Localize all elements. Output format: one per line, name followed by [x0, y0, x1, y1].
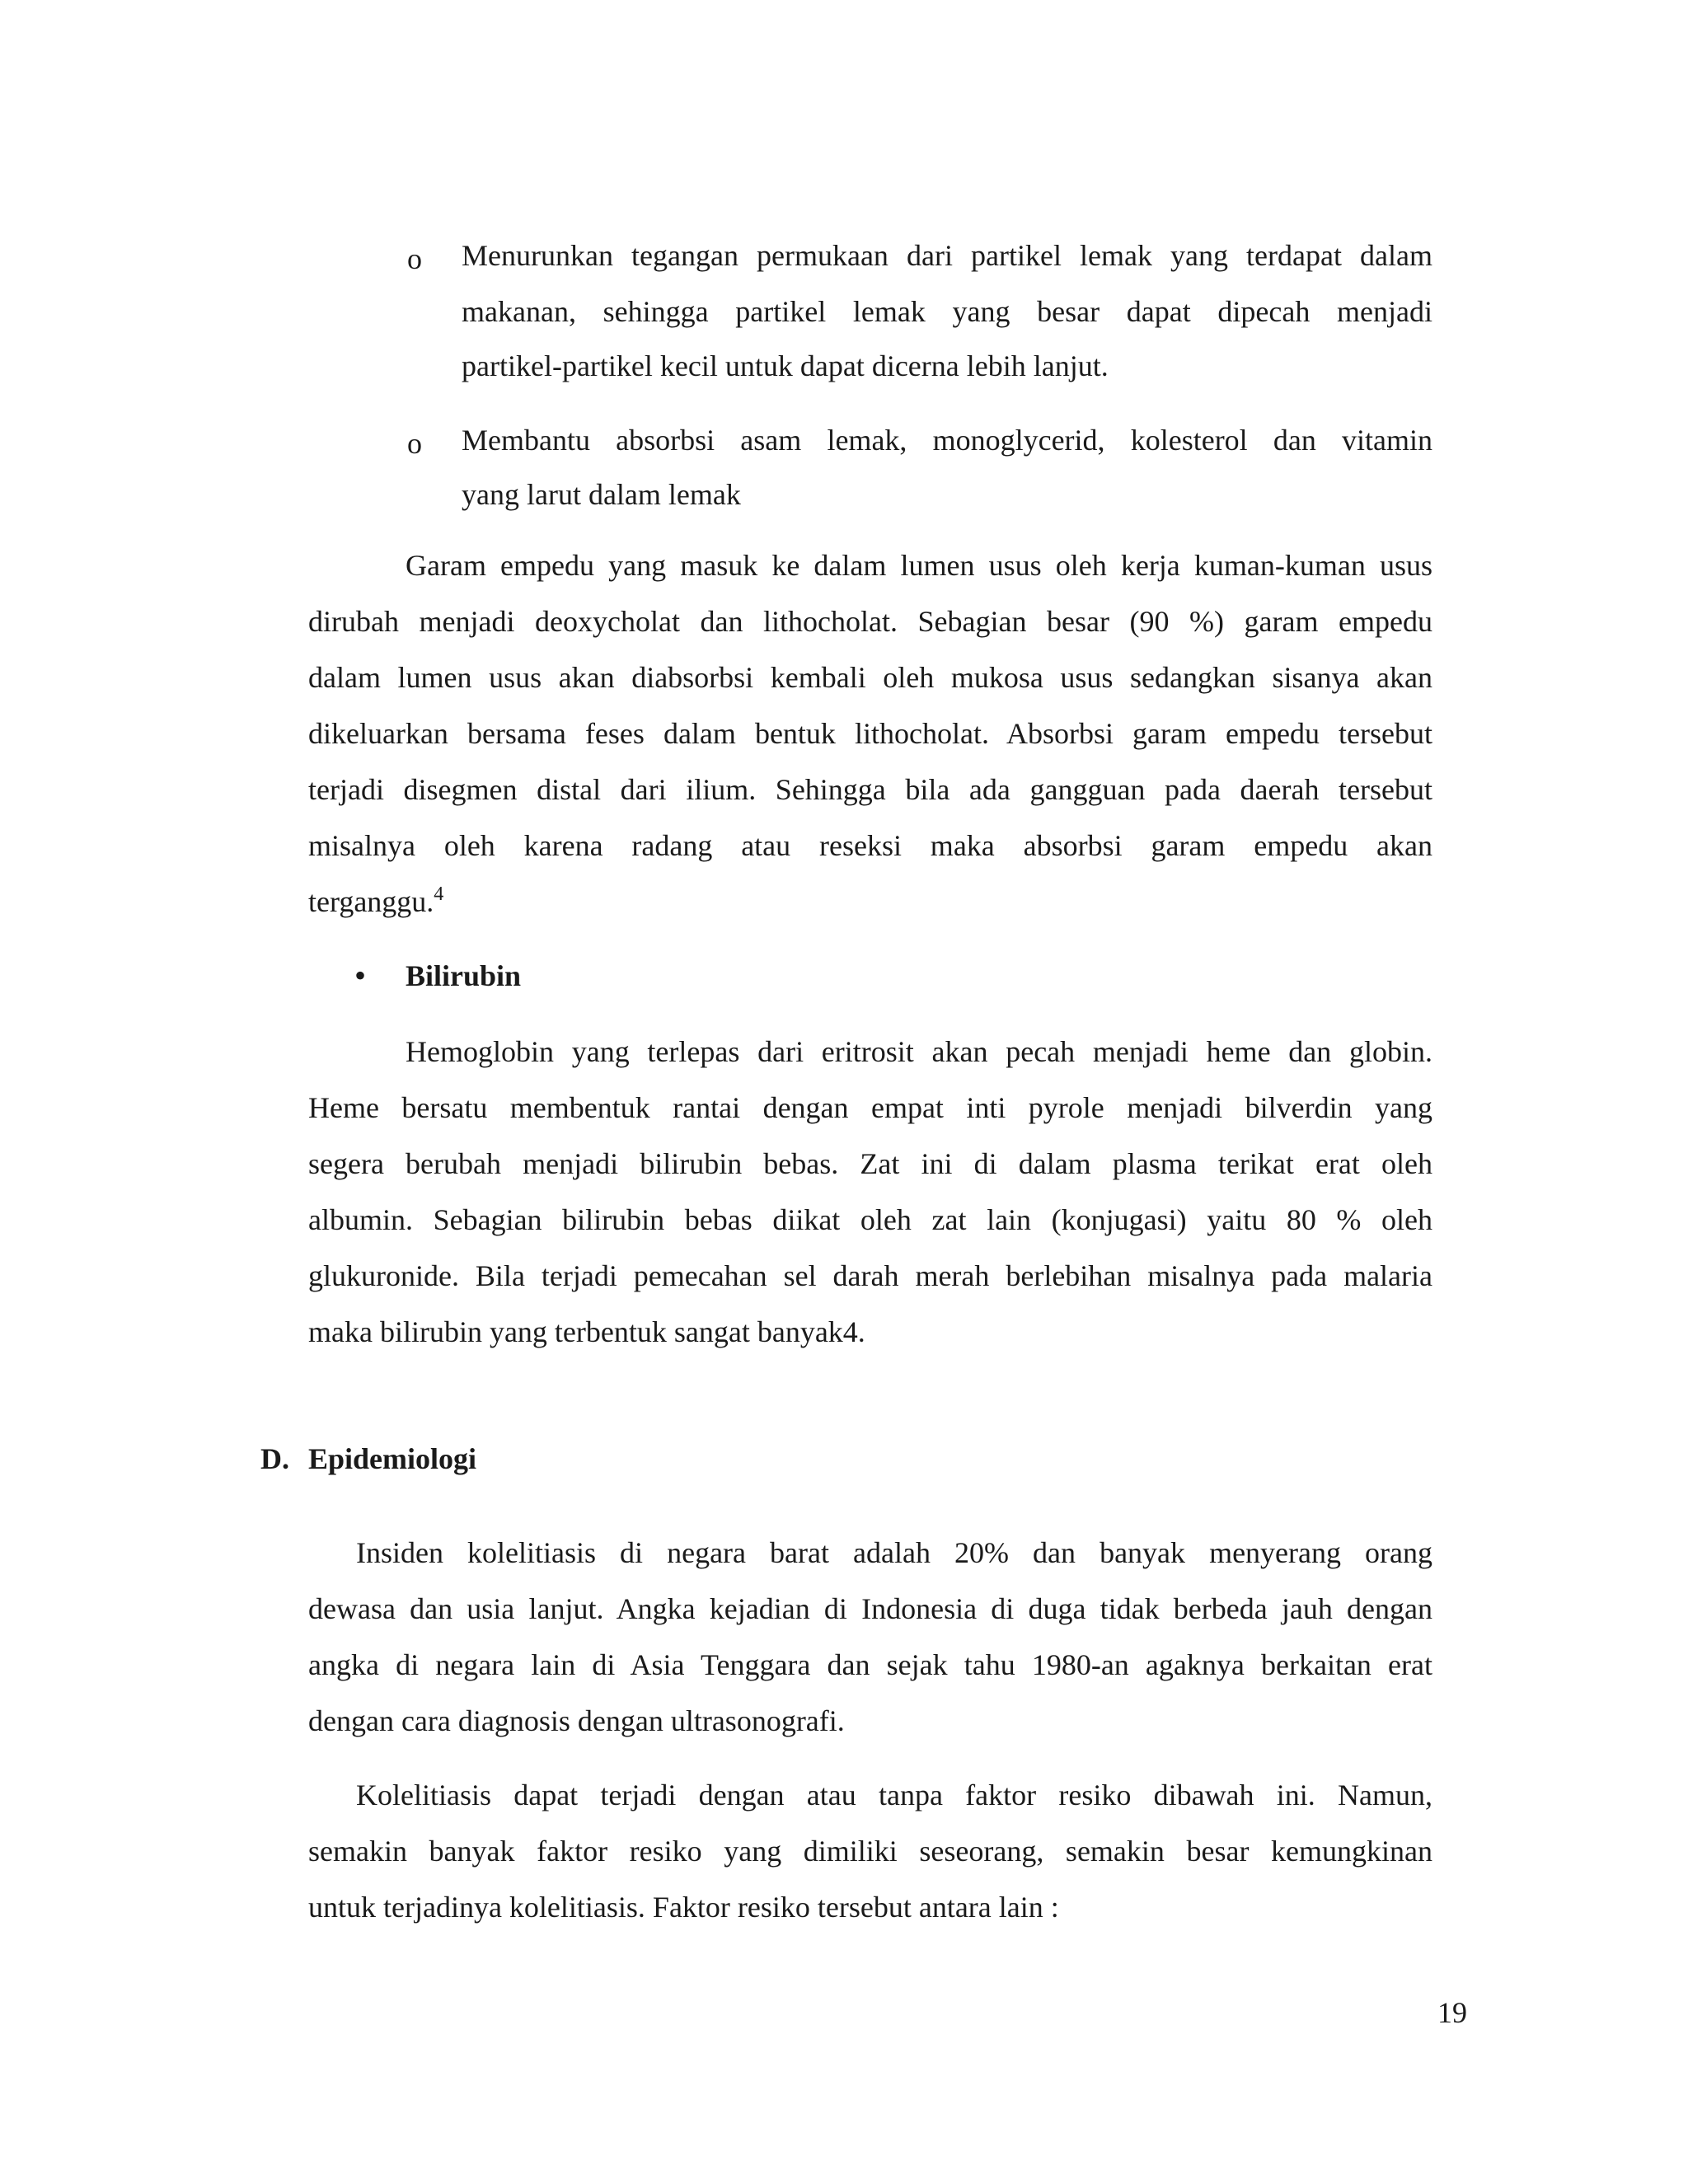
- sub-bullet-1-line-1: Menurunkan tegangan permukaan dari partikel lemak yang terdapat dalam: [462, 239, 1432, 272]
- paragraph-garam-line-1: Garam empedu yang masuk ke dalam lumen usus oleh kerja kuman-kuman usus: [406, 549, 1432, 582]
- bullet-dot: •: [354, 957, 367, 994]
- paragraph-bilirubin-line-4: albumin. Sebagian bilirubin bebas diikat oleh zat lain (konjugasi) yaitu 80 % oleh: [308, 1203, 1432, 1236]
- sub-bullet-marker: o: [407, 427, 422, 460]
- footnote-reference: 4: [434, 883, 444, 905]
- sub-bullet-1-line-3: partikel-partikel kecil untuk dapat dicerna lebih lanjut.: [462, 349, 1109, 382]
- paragraph-bilirubin-line-3: segera berubah menjadi bilirubin bebas. Zat ini di dalam plasma terikat erat oleh: [308, 1147, 1432, 1180]
- paragraph-bilirubin-line-2: Heme bersatu membentuk rantai dengan empat inti pyrole menjadi bilverdin yang: [308, 1091, 1432, 1124]
- paragraph-garam-line-5: terjadi disegmen distal dari ilium. Sehingga bila ada gangguan pada daerah tersebut: [308, 773, 1432, 806]
- paragraph-insiden-line-2: dewasa dan usia lanjut. Angka kejadian di Indonesia di duga tidak berbeda jauh dengan: [308, 1592, 1432, 1625]
- bilirubin-heading: Bilirubin: [406, 959, 522, 992]
- paragraph-insiden-line-3: angka di negara lain di Asia Tenggara dan sejak tahu 1980-an agaknya berkaitan erat: [308, 1648, 1432, 1681]
- sub-bullet-2-line-2: yang larut dalam lemak: [462, 478, 741, 511]
- paragraph-garam-line-3: dalam lumen usus akan diabsorbsi kembali oleh mukosa usus sedangkan sisanya akan: [308, 661, 1432, 694]
- paragraph-garam-line-4: dikeluarkan bersama feses dalam bentuk lithocholat. Absorbsi garam empedu tersebut: [308, 717, 1432, 750]
- page-number: 19: [1437, 1996, 1467, 2029]
- sub-bullet-marker: o: [407, 242, 422, 275]
- paragraph-insiden-last-line: dengan cara diagnosis dengan ultrasonografi.: [308, 1704, 845, 1737]
- paragraph-bilirubin-line-1: Hemoglobin yang terlepas dari eritrosit akan pecah menjadi heme dan globin.: [406, 1035, 1432, 1068]
- paragraph-insiden-line-1: Insiden kolelitiasis di negara barat adalah 20% dan banyak menyerang orang: [356, 1536, 1432, 1569]
- paragraph-garam-last-text: terganggu.: [308, 885, 434, 918]
- paragraph-faktor-line-1: Kolelitiasis dapat terjadi dengan atau tanpa faktor resiko dibawah ini. Namun,: [356, 1779, 1432, 1811]
- paragraph-bilirubin-line-5: glukuronide. Bila terjadi pemecahan sel darah merah berlebihan misalnya pada malaria: [308, 1259, 1432, 1292]
- section-letter: D.: [260, 1442, 289, 1475]
- paragraph-faktor-last-line: untuk terjadinya kolelitiasis. Faktor resiko tersebut antara lain :: [308, 1891, 1059, 1924]
- paragraph-garam-line-2: dirubah menjadi deoxycholat dan lithocholat. Sebagian besar (90 %) garam empedu: [308, 605, 1432, 638]
- paragraph-faktor-line-2: semakin banyak faktor resiko yang dimiliki seseorang, semakin besar kemungkinan: [308, 1835, 1432, 1868]
- paragraph-bilirubin-last-line: maka bilirubin yang terbentuk sangat banyak4.: [308, 1315, 865, 1348]
- section-title: Epidemiologi: [308, 1442, 477, 1475]
- sub-bullet-1-line-2: makanan, sehingga partikel lemak yang besar dapat dipecah menjadi: [462, 295, 1432, 328]
- sub-bullet-2-line-1: Membantu absorbsi asam lemak, monoglycerid, kolesterol dan vitamin: [462, 424, 1432, 457]
- paragraph-garam-last-line: [308, 883, 443, 920]
- paragraph-garam-line-6: misalnya oleh karena radang atau reseksi maka absorbsi garam empedu akan: [308, 829, 1432, 862]
